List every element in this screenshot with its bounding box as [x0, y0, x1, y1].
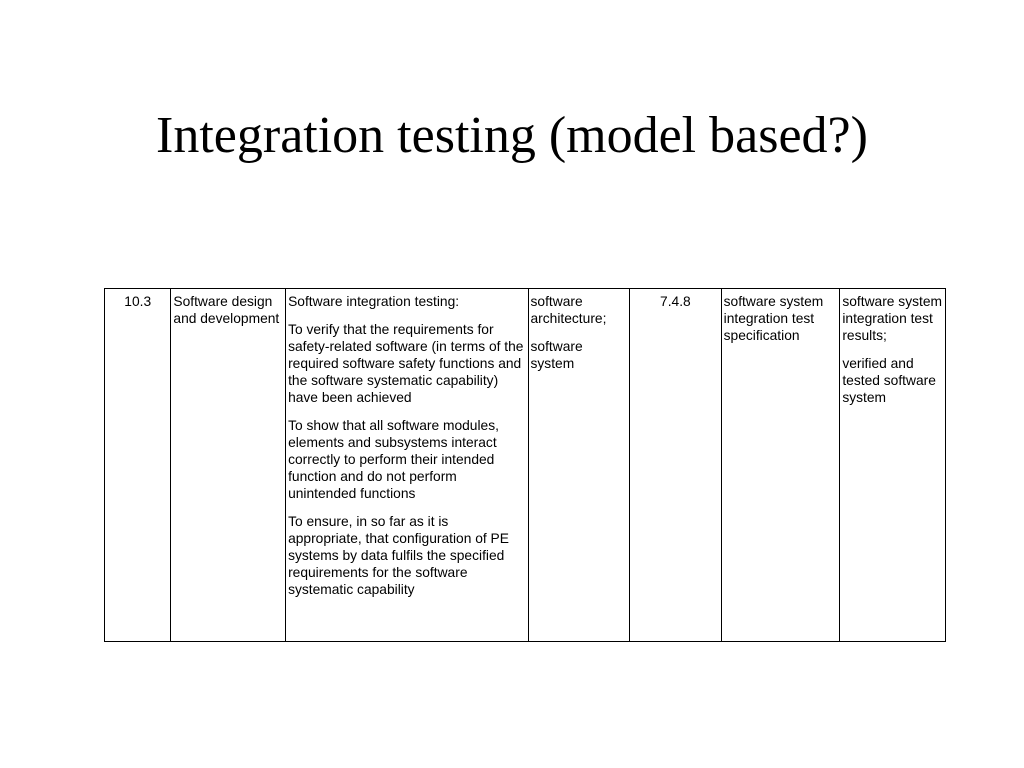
outputs-cell	[840, 289, 946, 642]
input-item: software architecture;	[530, 294, 607, 326]
inputs-cell	[528, 289, 630, 642]
objective-item: To verify that the requirements for safety-related software (in terms of the required software safety functions and the software systematic capability) have been achieved	[288, 322, 524, 405]
reference-cell: 7.4.8	[630, 289, 722, 642]
input-item: software system	[530, 339, 583, 371]
table-row	[105, 289, 946, 642]
requirements-table	[104, 288, 946, 642]
phase-cell: Software design and development	[171, 289, 286, 642]
output-item: software system integration test results;	[842, 294, 942, 343]
objective-item: To ensure, in so far as it is appropriate, that configuration of PE systems by data fulfils the specified requirements for the software systematic capability	[288, 514, 509, 597]
objectives-cell	[286, 289, 528, 642]
clause-cell: 10.3	[105, 289, 171, 642]
objective-item: To show that all software modules, elements and subsystems interact correctly to perform their intended function and do not perform unintended functions	[288, 418, 499, 501]
objectives-heading: Software integration testing:	[288, 294, 460, 309]
output-item: verified and tested software system	[842, 356, 936, 405]
test-specification-cell: software system integration test specification	[721, 289, 840, 642]
slide-title: Integration testing (model based?)	[156, 107, 868, 164]
